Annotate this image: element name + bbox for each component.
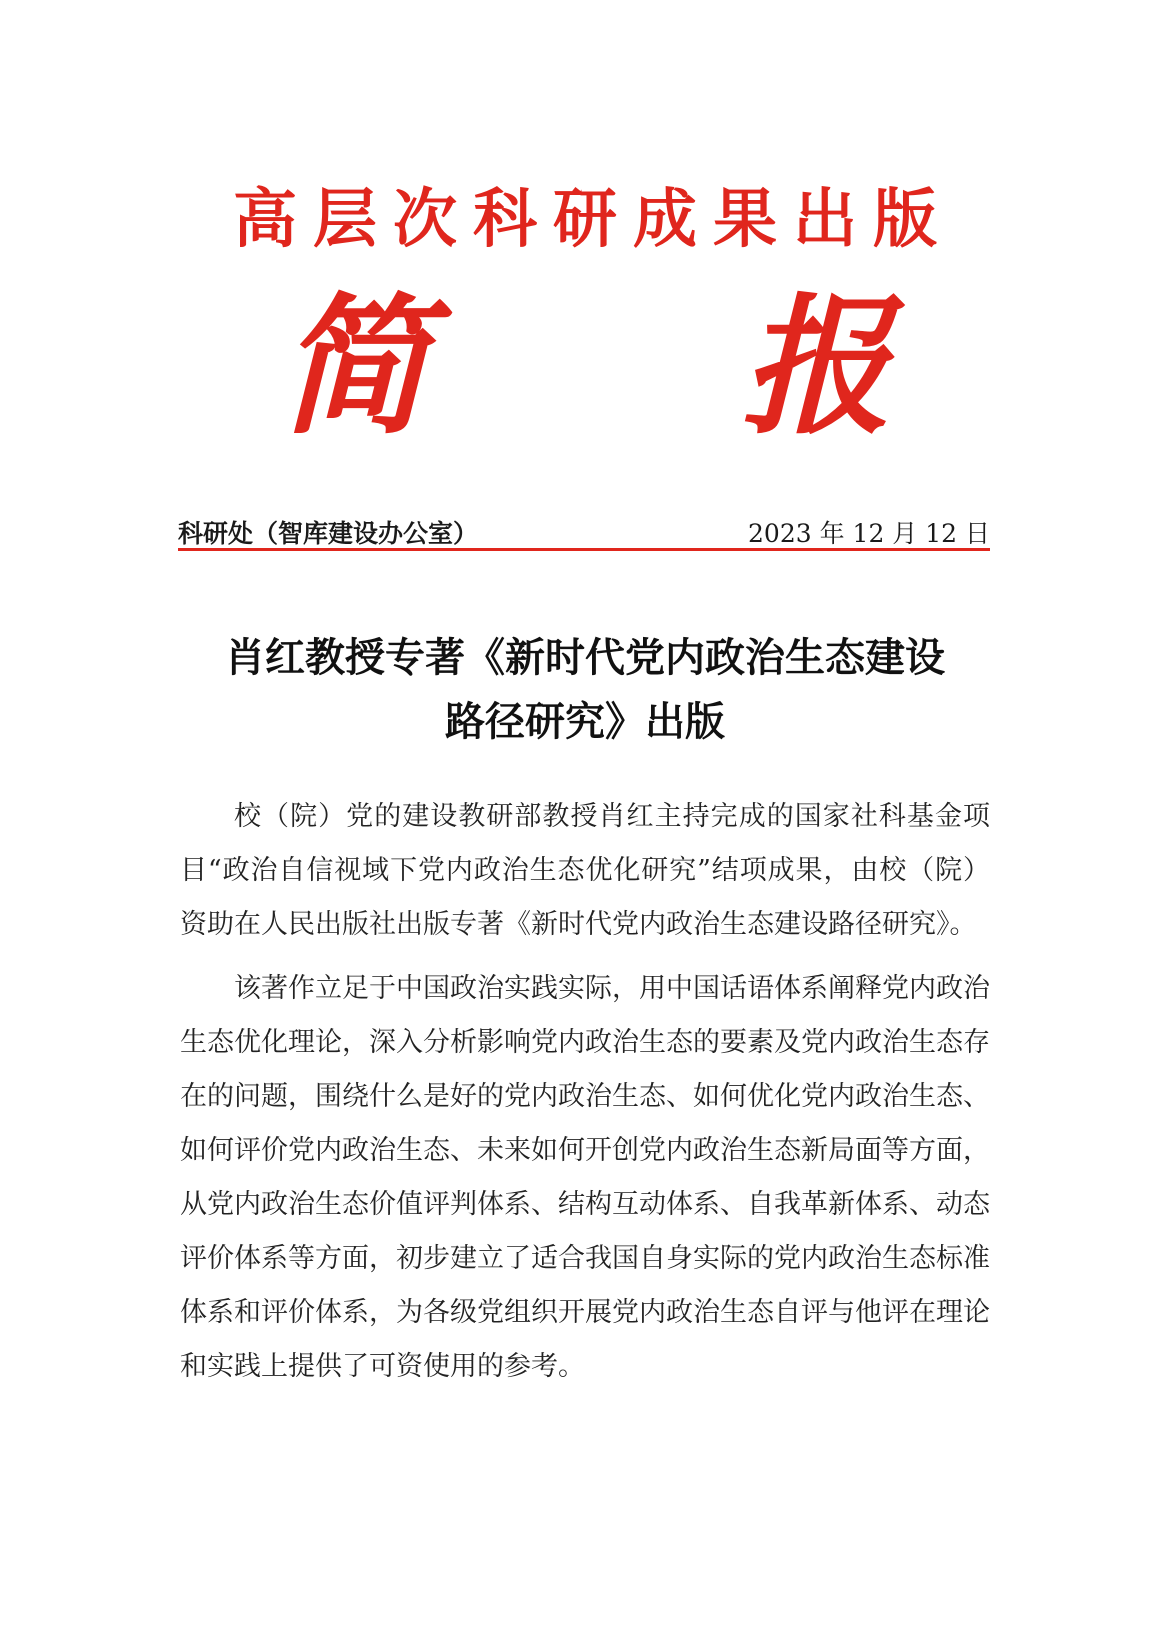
article-title-line-1: 肖红教授专著《新时代党内政治生态建设 bbox=[225, 634, 945, 681]
issuer-department: 科研处（智库建设办公室） bbox=[178, 519, 479, 548]
masthead-title: 简 报 bbox=[278, 279, 1022, 455]
article-body bbox=[180, 790, 990, 1404]
issue-date: 2023 年 12 月 12 日 bbox=[748, 519, 990, 548]
masthead-subtitle: 高层次科研成果出版 bbox=[233, 182, 953, 257]
article-title-line-2: 路径研究》出版 bbox=[445, 698, 725, 745]
body-paragraph-1: 校（院）党的建设教研部教授肖红主持完成的国家社科基金项目“政治自信视域下党内政治生态优化研究”结项成果，由校（院）资助在人民出版社出版专著《新时代党内政治生态建设路径研究》。 bbox=[180, 801, 990, 940]
body-paragraph-2: 该著作立足于中国政治实践实际，用中国话语体系阐释党内政治生态优化理论，深入分析影响党内政治生态的要素及党内政治生态存在的问题，围绕什么是好的党内政治生态、如何优化党内政治生态、如何评价党内政治生态、未来如何开创党内政治生态新局面等方面，从党内政治生态价值评判体系、结构互动体系、自我革新体系、动态评价体系等方面，初步建立了适合我国自身实际的党内政治生态标准体系和评价体系，为各级党组织开展党内政治生态自评与他评在理论和实践上提供了可资使用的参考。 bbox=[180, 973, 990, 1382]
red-divider-line bbox=[178, 548, 990, 551]
article-title bbox=[160, 626, 1010, 754]
issuer-date-row bbox=[178, 514, 990, 548]
